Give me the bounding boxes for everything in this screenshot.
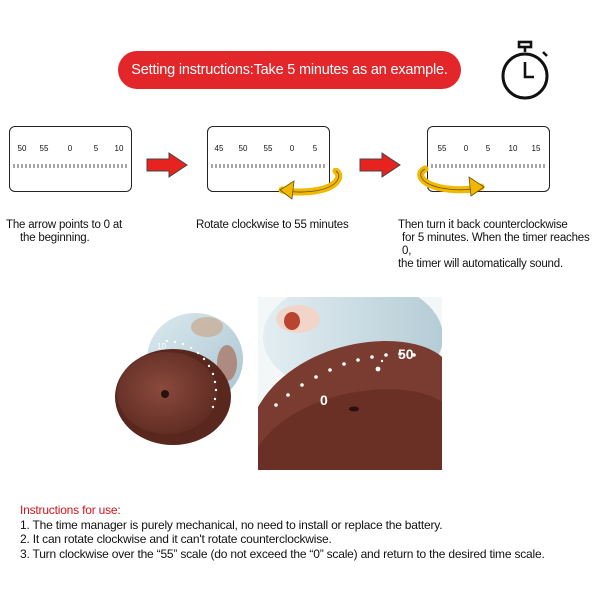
- dial-label: 55: [263, 144, 273, 153]
- dial-label: 45: [214, 144, 224, 153]
- dial-label: 50: [17, 144, 27, 153]
- usage-instructions: [20, 503, 545, 561]
- settings-banner: [118, 51, 461, 89]
- curved-arrow-counterclockwise-icon: [405, 165, 485, 201]
- caption-step3: [398, 219, 600, 271]
- dial-number: 10: [157, 342, 166, 351]
- dial-label: 10: [508, 144, 518, 153]
- instruction-item: 1. The time manager is purely mechanical, no need to install or replace the battery.: [20, 517, 443, 532]
- caption-line: The arrow points to 0 at: [6, 219, 123, 231]
- timer-photo-dial: [258, 297, 442, 470]
- dial-label: 0: [463, 144, 469, 153]
- dial-label: 15: [531, 144, 541, 153]
- dial-label: 55: [437, 144, 447, 153]
- caption-line: Rotate clockwise to 55 minutes: [196, 219, 349, 231]
- caption-step2: [196, 219, 349, 232]
- dial-ticks: [10, 164, 131, 168]
- dial-start: [9, 126, 132, 192]
- instruction-item: 3. Turn clockwise over the “55” scale (do not exceed the “0” scale) and return to the desired time scale.: [20, 546, 545, 561]
- curved-arrow-clockwise-icon: [278, 168, 350, 204]
- caption-line: for 5 minutes. When the timer reaches 0,: [402, 232, 590, 257]
- timer-photo-base: [107, 297, 247, 470]
- caption-step1: [6, 219, 122, 245]
- stopwatch-icon: [497, 40, 553, 102]
- dial-label: 5: [93, 144, 99, 153]
- dial-label: 10: [114, 144, 124, 153]
- dial-number: 0: [320, 392, 328, 408]
- dial-label: 55: [39, 144, 49, 153]
- dial-label: 5: [312, 144, 318, 153]
- dial-label: 50: [238, 144, 248, 153]
- dial-label: 0: [289, 144, 295, 153]
- dial-label: 0: [67, 144, 73, 153]
- instructions-heading: Instructions for use:: [20, 503, 121, 517]
- banner-text: Setting instructions:Take 5 minutes as an example.: [131, 62, 448, 78]
- right-arrow-icon: [145, 151, 189, 179]
- dial-label: 5: [485, 144, 491, 153]
- instruction-item: 2. It can rotate clockwise and it can't rotate counterclockwise.: [20, 532, 332, 546]
- dial-number: 50: [398, 346, 414, 362]
- caption-line: the beginning.: [20, 232, 90, 244]
- right-arrow-icon: [358, 151, 402, 179]
- caption-line: Then turn it back counterclockwise: [398, 219, 568, 231]
- caption-line: the timer will automatically sound.: [398, 258, 563, 270]
